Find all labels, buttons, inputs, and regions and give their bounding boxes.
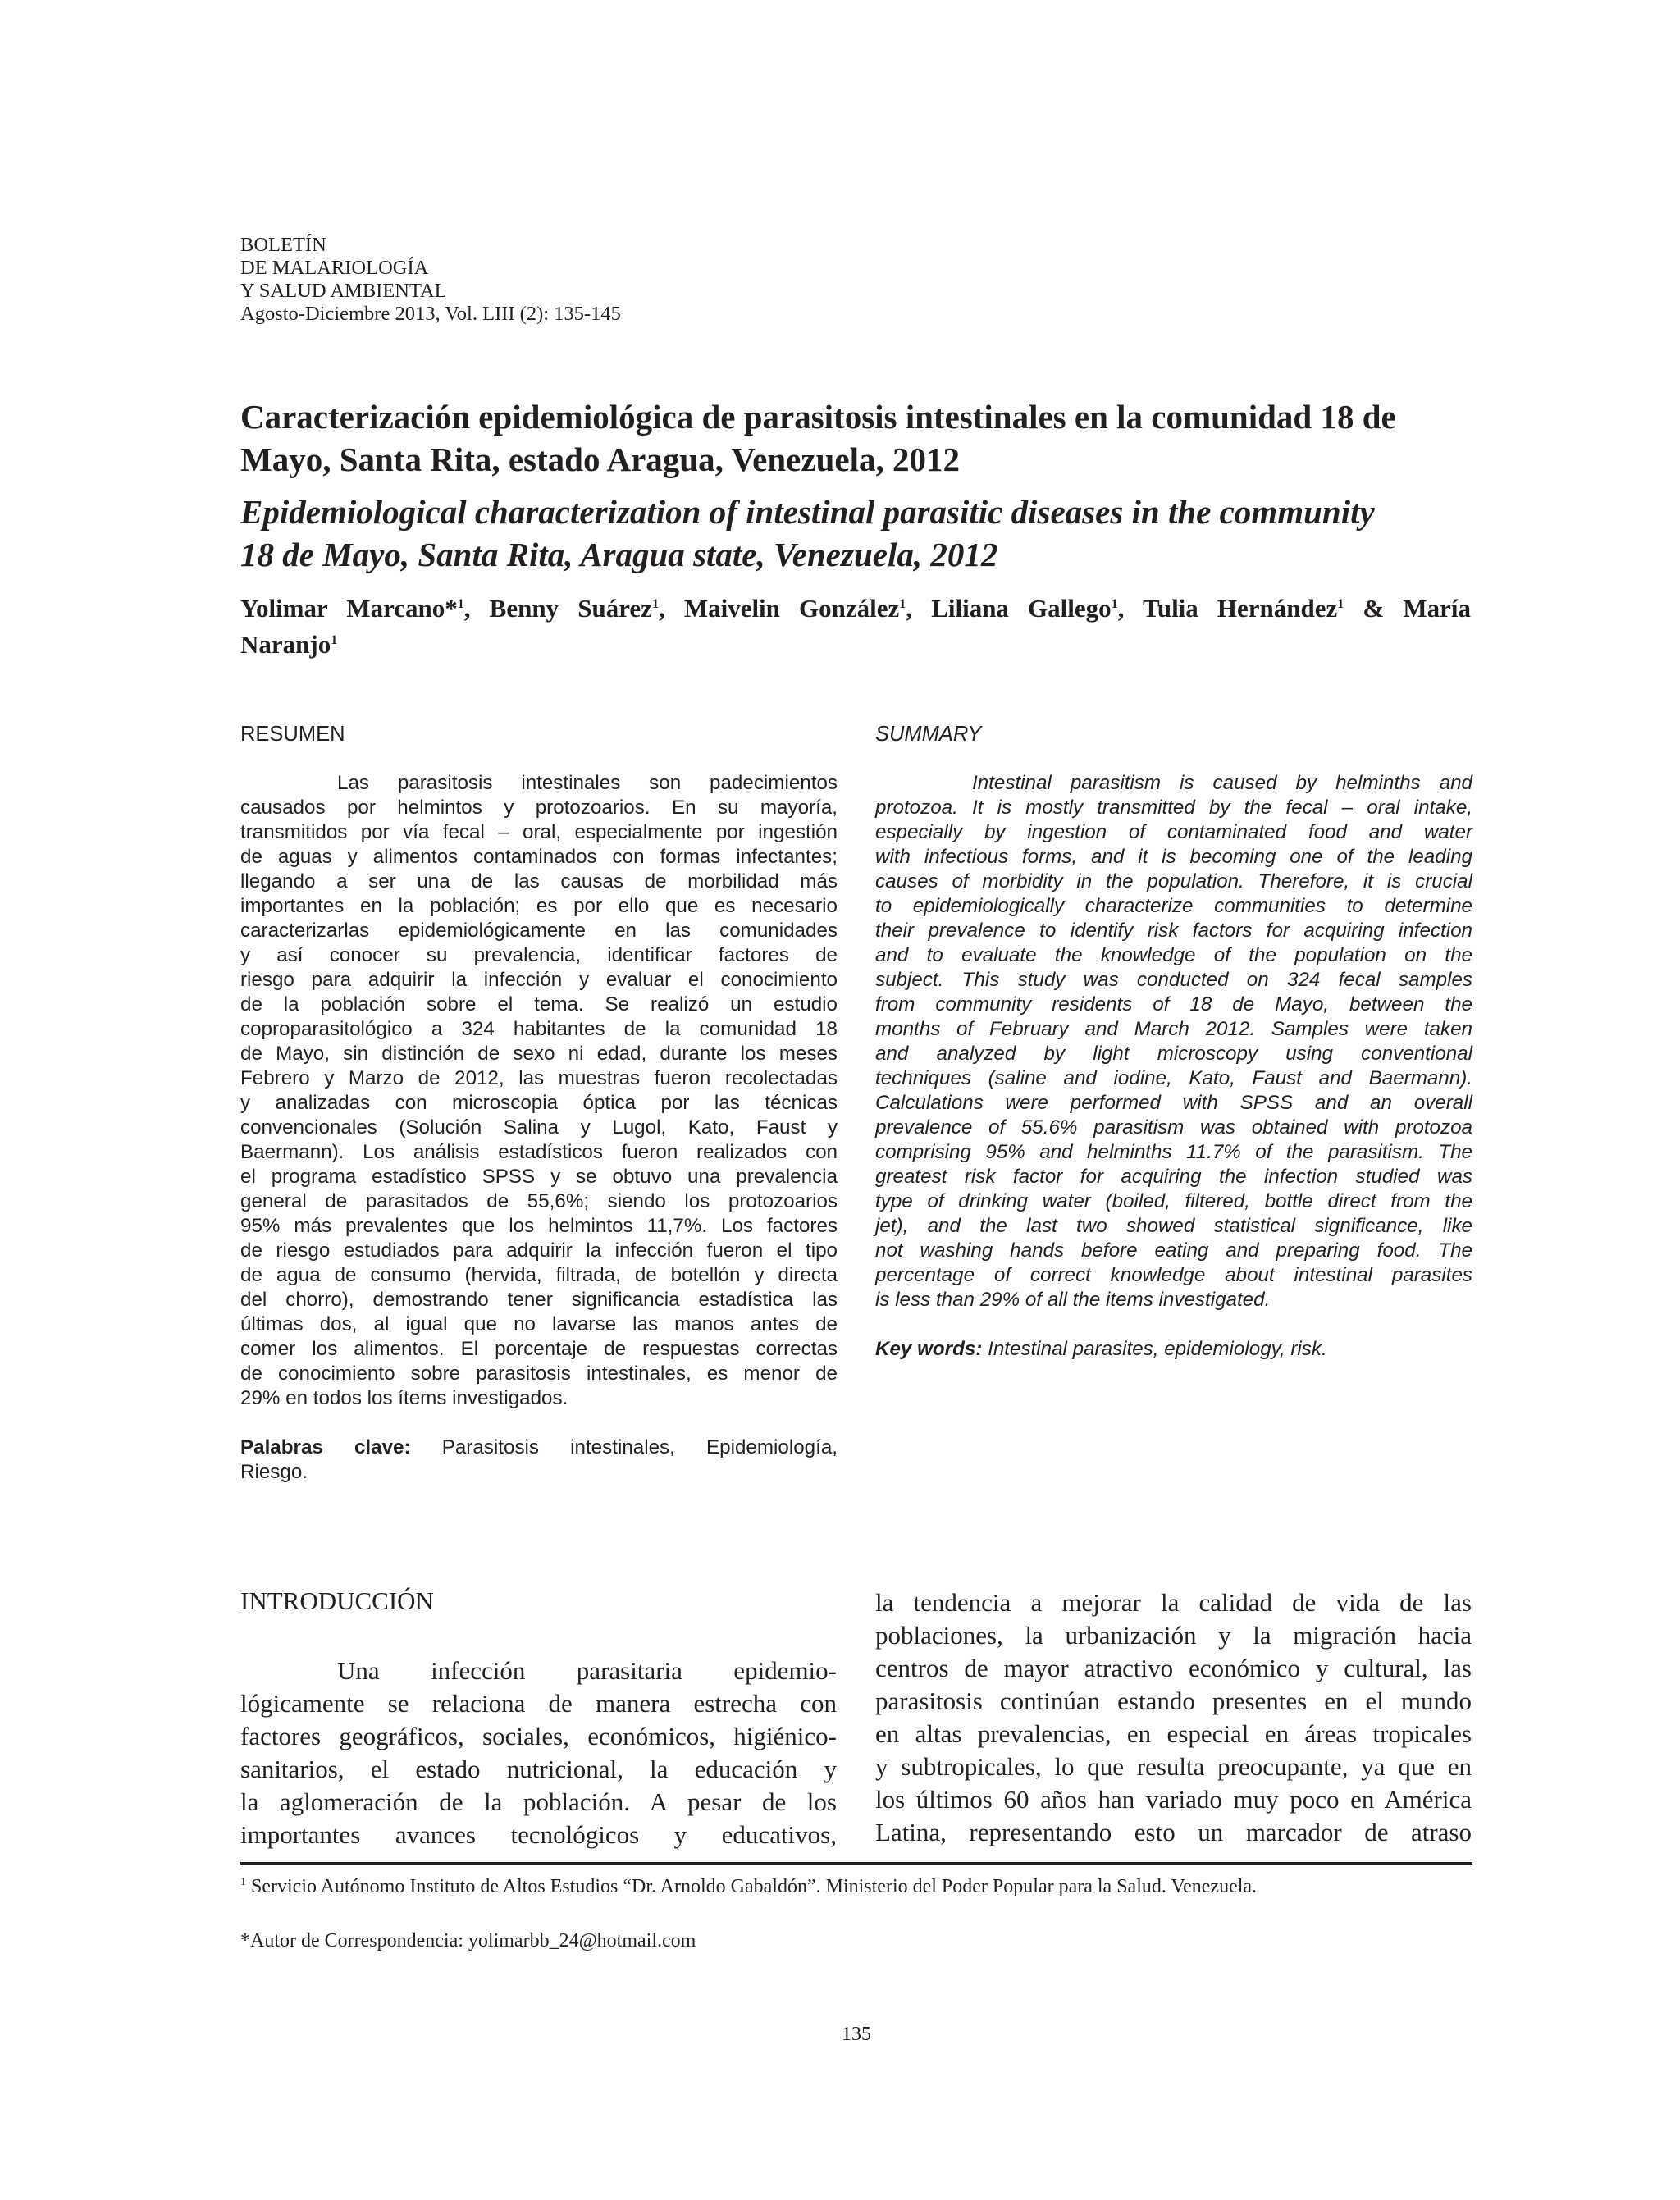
footnote-divider [240, 1862, 1472, 1865]
correspondence-footnote: *Autor de Correspondencia: yolimarbb_24@hotmail.com [240, 1930, 696, 1951]
text-line: la tendencia a mejorar la calidad de vida de las [875, 1588, 1472, 1617]
text-line: de riesgo estudiados para adquirir la infección fueron el tipo [240, 1239, 838, 1262]
text-line: parasitosis continúan estando presentes en el mundo [875, 1687, 1472, 1715]
text-line: de aguas y alimentos contaminados con formas infectantes; [240, 846, 838, 868]
text-line: importantes avances tecnológicos y educativos, [240, 1820, 837, 1849]
text-line: de Mayo, sin distinción de sexo ni edad, durante los meses [240, 1043, 838, 1065]
affiliation-mark: 1 [651, 597, 659, 611]
journal-issue: Agosto-Diciembre 2013, Vol. LIII (2): 135-145 [240, 303, 621, 325]
text-line: Calculations were performed with SPSS and an overall [875, 1092, 1472, 1114]
text-line: los últimos 60 años han variado muy poco en América [875, 1785, 1472, 1814]
text-line: importantes en la población; es por ello que es necesario [240, 895, 838, 917]
text-line: en altas prevalencias, en especial en áreas tropicales [875, 1719, 1472, 1748]
author-name: Naranjo [240, 630, 331, 659]
title-line: 18 de Mayo, Santa Rita, Aragua state, Venezuela, 2012 [240, 536, 998, 573]
affiliation-mark: 1 [1337, 597, 1344, 611]
text-line: últimas dos, al igual que no lavarse las manos antes de [240, 1313, 838, 1335]
intro-right-column [875, 1586, 1472, 1849]
text-line: la aglomeración de la población. A pesar de los [240, 1787, 837, 1816]
text-line: techniques (saline and iodine, Kato, Faust and Baermann). [875, 1067, 1472, 1089]
text-line: de agua de consumo (hervida, filtrada, de botellón y directa [240, 1264, 838, 1286]
text-line: and to evaluate the knowledge of the population on the [875, 944, 1472, 966]
keywords-label: Palabras clave: [240, 1436, 411, 1458]
text-line: comprising 95% and helminths 11.7% of the parasitism. The [875, 1141, 1472, 1163]
keywords-label: Key words: [875, 1338, 983, 1360]
text-line: months of February and March 2012. Samples were taken [875, 1018, 1472, 1040]
text-line: y subtropicales, lo que resulta preocupante, ya que en [875, 1752, 1472, 1781]
author-list [240, 591, 1471, 663]
text-line: and analyzed by light microscopy using conventional [875, 1043, 1472, 1065]
journal-name-line: BOLETÍN [240, 234, 326, 256]
text-line: lógicamente se relaciona de manera estrecha con [240, 1689, 837, 1718]
author-name: Yolimar Marcano* [240, 594, 458, 623]
text-line: coproparasitológico a 324 habitantes de la comunidad 18 [240, 1018, 838, 1040]
text-line: greatest risk factor for acquiring the infection studied was [875, 1166, 1472, 1188]
footnote-mark: 1 [240, 1876, 246, 1888]
title-line: Epidemiological characterization of intestinal parasitic diseases in the community [240, 493, 1375, 531]
resumen-section [240, 722, 838, 1485]
text-line: de conocimiento sobre parasitosis intestinales, es menor de [240, 1362, 838, 1385]
summary-body [875, 771, 1472, 1312]
resumen-heading: RESUMEN [240, 723, 345, 746]
text-line: subject. This study was conducted on 324 fecal samples [875, 969, 1472, 991]
text-line: type of drinking water (boiled, filtered, bottle direct from the [875, 1190, 1472, 1212]
affiliation-footnote [240, 1875, 1257, 1898]
text-line: el programa estadístico SPSS y se obtuvo una prevalencia [240, 1166, 838, 1188]
text-line: Baermann). Los análisis estadísticos fueron realizados con [240, 1141, 838, 1163]
text-line: centros de mayor atractivo económico y cultural, las [875, 1654, 1472, 1682]
text-line: sanitarios, el estado nutricional, la educación y [240, 1755, 837, 1783]
journal-name-line: Y SALUD AMBIENTAL [240, 280, 447, 302]
text-line: riesgo para adquirir la infección y evaluar el conocimiento [240, 969, 838, 991]
text-line: factores geográficos, sociales, económicos, higiénico- [240, 1722, 837, 1750]
text-line: causes of morbidity in the population. Therefore, it is crucial [875, 870, 1472, 892]
text-line: protozoa. It is mostly transmitted by the fecal – oral intake, [875, 796, 1472, 819]
title-english [240, 491, 1471, 576]
text-line: llegando a ser una de las causas de morbilidad más [240, 870, 838, 892]
text-line: Intestinal parasitism is caused by helminths and [972, 772, 1472, 794]
keywords-text: Intestinal parasites, epidemiology, risk. [982, 1338, 1327, 1360]
text-line: not washing hands before eating and preparing food. The [875, 1239, 1472, 1262]
text-line: causados por helmintos y protozoarios. En su mayoría, [240, 796, 838, 819]
intro-left-column [240, 1655, 837, 1851]
text-line: transmitidos por vía fecal – oral, especialmente por ingestión [240, 821, 838, 843]
summary-keywords [875, 1337, 1472, 1362]
keywords-line [240, 1435, 838, 1460]
footnote-text: Servicio Autónomo Instituto de Altos Estudios “Dr. Arnoldo Gabaldón”. Ministerio del Poder Popular para la Salud. Venezuela. [246, 1876, 1258, 1897]
resumen-body [240, 771, 838, 1411]
journal-header [240, 234, 815, 326]
text-line: prevalence of 55.6% parasitism was obtained with protozoa [875, 1116, 1472, 1139]
author-line [240, 627, 1471, 663]
author-name: & María [1344, 594, 1472, 623]
introduccion-heading: INTRODUCCIÓN [240, 1586, 434, 1615]
author-name: , Liliana Gallego [906, 594, 1112, 623]
text-line: their prevalence to identify risk factors for acquiring infection [875, 920, 1472, 942]
text-line: 95% más prevalentes que los helmintos 11,7%. Los factores [240, 1215, 838, 1237]
affiliation-mark: 1 [1111, 597, 1118, 611]
text-line: from community residents of 18 de Mayo, between the [875, 993, 1472, 1016]
text-line: is less than 29% of all the items investigated. [875, 1289, 1271, 1311]
text-line: especially by ingestion of contaminated food and water [875, 821, 1472, 843]
text-line: y analizadas con microscopia óptica por las técnicas [240, 1092, 838, 1114]
author-line [240, 591, 1471, 627]
text-line: del chorro), demostrando tener significancia estadística las [240, 1289, 838, 1311]
keywords-text: Parasitosis intestinales, Epidemiología, [410, 1436, 838, 1458]
text-line: convencionales (Solución Salina y Lugol, Kato, Faust y [240, 1116, 838, 1139]
author-name: , Tulia Hernández [1117, 594, 1338, 623]
text-line: 29% en todos los ítems investigados. [240, 1387, 568, 1409]
keywords-line: Riesgo. [240, 1461, 308, 1483]
journal-name-line: DE MALARIOLOGÍA [240, 257, 429, 279]
author-name: , Maivelin González [658, 594, 900, 623]
text-line: general de parasitados de 55,6%; siendo los protozoarios [240, 1190, 838, 1212]
text-line: caracterizarlas epidemiológicamente en las comunidades [240, 920, 838, 942]
text-line: Febrero y Marzo de 2012, las muestras fueron recolectadas [240, 1067, 838, 1089]
text-line: y así conocer su prevalencia, identificar factores de [240, 944, 838, 966]
author-name: , Benny Suárez [463, 594, 652, 623]
text-line: with infectious forms, and it is becoming one of the leading [875, 846, 1472, 868]
text-line: jet), and the last two showed statistical significance, like [875, 1215, 1472, 1237]
text-line: percentage of correct knowledge about intestinal parasites [875, 1264, 1472, 1286]
text-line: Las parasitosis intestinales son padecimientos [337, 772, 838, 794]
summary-heading: SUMMARY [875, 723, 982, 746]
affiliation-mark: 1 [457, 597, 464, 611]
text-line: Una infección parasitaria epidemio- [337, 1656, 837, 1685]
text-line: to epidemiologically characterize communities to determine [875, 895, 1472, 917]
affiliation-mark: 1 [331, 633, 338, 647]
affiliation-mark: 1 [899, 597, 906, 611]
text-line: Latina, representando esto un marcador de atraso [875, 1818, 1472, 1846]
text-line: poblaciones, la urbanización y la migración hacia [875, 1621, 1472, 1650]
title-line: Caracterización epidemiológica de parasitosis intestinales en la comunidad 18 de [240, 398, 1396, 436]
text-line: comer los alimentos. El porcentaje de respuestas correctas [240, 1338, 838, 1360]
page-number: 135 [842, 2024, 871, 2045]
summary-section [875, 722, 1472, 1362]
keywords-line [875, 1337, 1472, 1362]
resumen-keywords [240, 1435, 838, 1485]
title-line: Mayo, Santa Rita, estado Aragua, Venezuela, 2012 [240, 440, 960, 478]
title-spanish [240, 395, 1471, 481]
text-line: de la población sobre el tema. Se realizó un estudio [240, 993, 838, 1016]
